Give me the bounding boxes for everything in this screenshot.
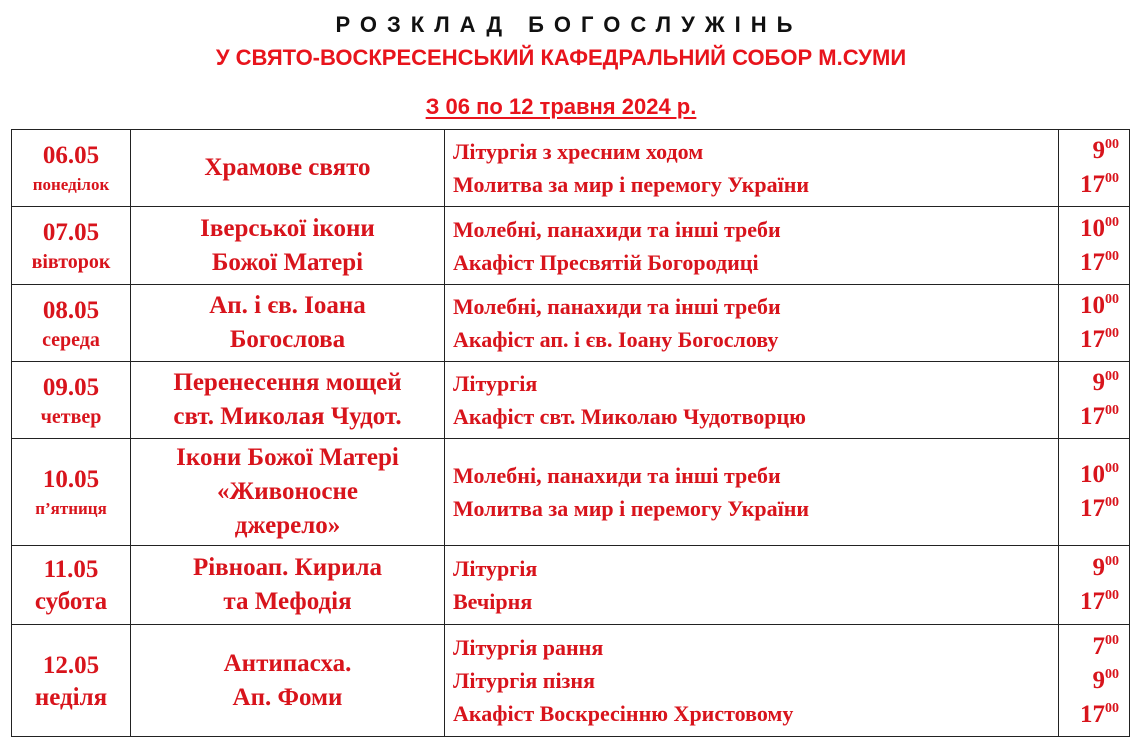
feast-line: та Мефодія (223, 588, 352, 615)
service-time: $10^{00}$ (1080, 461, 1119, 488)
feast-line: «Живоносне (217, 478, 358, 505)
feast-line: Ап. і єв. Іоана (209, 292, 366, 319)
date-range-text: З 06 по 12 травня 2024 р. (425, 94, 697, 119)
date-cell (12, 439, 131, 546)
times-cell (1059, 439, 1130, 546)
weekday: неділя (34, 683, 108, 711)
service-item: Літургія (453, 371, 538, 396)
service-time: $17^{00}$ (1080, 171, 1119, 198)
date: 10.05 (42, 465, 100, 493)
feast-line: Рівноап. Кирила (192, 554, 383, 581)
weekday: середа (42, 328, 100, 351)
feast-line: Перенесення мощей (173, 369, 402, 396)
times-cell (1059, 625, 1130, 737)
date-cell (12, 625, 131, 737)
services-cell (445, 207, 1059, 285)
feast-cell (131, 546, 445, 625)
table-row (12, 207, 1130, 285)
services-cell (445, 439, 1059, 546)
feast-line: Ап. Фоми (232, 683, 343, 711)
feast-line: Божої Матері (211, 248, 364, 276)
schedule-table (11, 129, 1130, 737)
services-cell (445, 362, 1059, 439)
service-item: Вечірня (453, 589, 533, 614)
weekday: четвер (40, 405, 102, 428)
date-cell (12, 130, 131, 207)
service-item: Молитва за мир і перемогу України (453, 172, 810, 197)
times-cell (1059, 207, 1130, 285)
feast-line: Ікони Божої Матері (176, 444, 399, 471)
feast-line: Храмове свято (204, 154, 371, 181)
table-row (12, 130, 1130, 207)
service-item: Молитва за мир і перемогу України (453, 496, 810, 521)
weekday: понеділок (32, 174, 110, 194)
table-row (12, 546, 1130, 625)
service-time: $7^{00}$ (1092, 632, 1119, 660)
table-row (12, 625, 1130, 737)
services-cell (445, 625, 1059, 737)
feast-line: джерело» (234, 512, 341, 539)
date-cell (12, 285, 131, 362)
date-cell (12, 207, 131, 285)
times-cell (1059, 285, 1130, 362)
service-time: $9^{00}$ (1092, 137, 1119, 164)
table-row (12, 439, 1130, 546)
service-item: Акафіст ап. і єв. Іоану Богослову (453, 327, 779, 352)
feast-line: Богослова (229, 326, 346, 353)
times-cell (1059, 130, 1130, 207)
feast-line: Антипасха. (223, 649, 352, 677)
service-time: $17^{00}$ (1080, 588, 1119, 615)
service-time: $9^{00}$ (1092, 666, 1119, 694)
service-time: $17^{00}$ (1080, 403, 1119, 430)
feast-cell (131, 439, 445, 546)
service-time: $10^{00}$ (1080, 214, 1119, 242)
times-cell (1059, 546, 1130, 625)
feast-cell (131, 130, 445, 207)
date: 09.05 (42, 373, 100, 401)
page-subtitle: У СВЯТО-ВОСКРЕСЕНСЬКИЙ КАФЕДРАЛЬНИЙ СОБОР М.СУМИ (215, 45, 907, 70)
service-item: Акафіст свт. Миколаю Чудотворцю (453, 404, 806, 429)
date: 07.05 (42, 219, 100, 246)
services-cell (445, 546, 1059, 625)
date-cell (12, 362, 131, 439)
service-item: Акафіст Пресвятій Богородиці (453, 249, 759, 275)
services-cell (445, 130, 1059, 207)
weekday: субота (34, 588, 108, 615)
feast-cell (131, 625, 445, 737)
service-item: Літургія пізня (453, 668, 595, 693)
feast-cell (131, 207, 445, 285)
feast-cell (131, 285, 445, 362)
service-item: Молебні, панахиди та інші треби (453, 294, 781, 319)
date: 11.05 (43, 556, 99, 583)
service-item: Літургія рання (453, 635, 604, 660)
weekday: п’ятниця (35, 498, 107, 518)
date: 12.05 (42, 651, 100, 679)
service-item: Літургія з хресним ходом (453, 139, 704, 164)
service-time: $10^{00}$ (1080, 292, 1119, 319)
service-time: $9^{00}$ (1092, 554, 1119, 581)
service-time: $17^{00}$ (1080, 495, 1119, 522)
feast-cell (131, 362, 445, 439)
service-item: Молебні, панахиди та інші треби (453, 216, 781, 242)
service-item: Літургія (453, 556, 538, 581)
services-cell (445, 285, 1059, 362)
table-row (12, 285, 1130, 362)
times-cell (1059, 362, 1130, 439)
date-cell (12, 546, 131, 625)
date: 06.05 (42, 141, 100, 169)
weekday: вівторок (31, 251, 111, 273)
table-row (12, 362, 1130, 439)
service-item: Молебні, панахиди та інші треби (453, 463, 781, 488)
service-time: $17^{00}$ (1080, 248, 1119, 276)
service-time: $17^{00}$ (1080, 700, 1119, 728)
service-time: $9^{00}$ (1092, 369, 1119, 396)
feast-line: свт. Миколая Чудот. (173, 403, 402, 430)
page-title: РОЗКЛАД БОГОСЛУЖІНЬ (335, 12, 803, 37)
service-time: $17^{00}$ (1080, 326, 1119, 353)
date-range (0, 93, 1122, 121)
service-item: Акафіст Воскресінню Христовому (453, 701, 794, 726)
date: 08.05 (42, 296, 100, 324)
feast-line: Іверської ікони (200, 214, 375, 242)
